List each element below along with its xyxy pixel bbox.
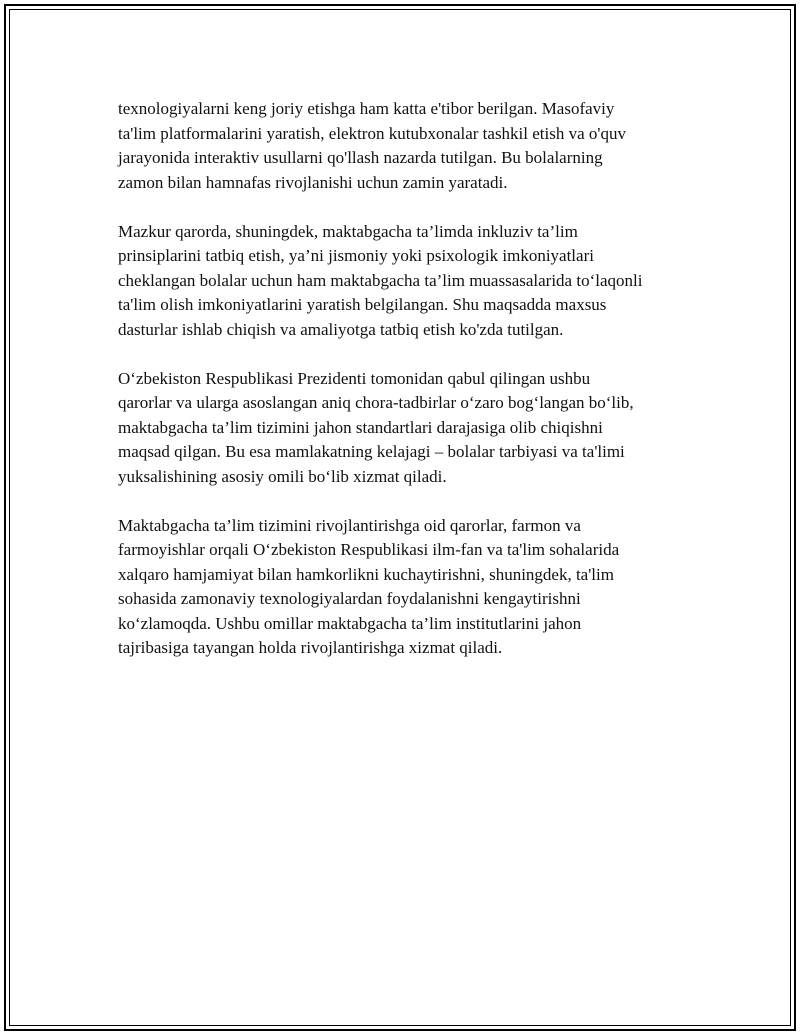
- document-page: [4, 4, 796, 1031]
- document-body: [118, 97, 708, 685]
- paragraph-1: texnologiyalarni keng joriy etishga ham katta e'tibor berilgan. Masofaviy ta'lim platformalarini yaratish, elektron kutubxonalar tashkil etish va o'quv jarayonida interaktiv usullarni qo'llash nazarda tutilgan. Bu bolalarning zamon bilan hamnafas rivojlanishi uchun zamin yaratadi.: [118, 99, 626, 192]
- paragraph-2: Mazkur qarorda, shuningdek, maktabgacha ta’limda inkluziv ta’lim prinsiplarini tatbiq etish, ya’ni jismoniy yoki psixologik imkoniyatlari cheklangan bolalar uchun ham maktabgacha ta’lim muassasalarida to‘laqonli ta'lim olish imkoniyatlarini yaratish belgilangan. Shu maqsadda maxsus dasturlar ishlab chiqish va amaliyotga tatbiq etish ko'zda tutilgan.: [118, 221, 643, 339]
- paragraph-3: O‘zbekiston Respublikasi Prezidenti tomonidan qabul qilingan ushbu qarorlar va ularga asoslangan aniq chora-tadbirlar o‘zaro bog‘langan bo‘lib, maktabgacha ta’lim tizimini jahon standartlari darajasiga olib chiqishni maqsad qilgan. Bu esa mamlakatning kelajagi – bolalar tarbiyasi va ta'limi yuksalishining asosiy omili bo‘lib xizmat qiladi.: [118, 368, 634, 486]
- paragraph-4: Maktabgacha ta’lim tizimini rivojlantirishga oid qarorlar, farmon va farmoyishlar orqali O‘zbekiston Respublikasi ilm-fan va ta'lim sohalarida xalqaro hamjamiyat bilan hamkorlikni kuchaytirishni, shuningdek, ta'lim sohasida zamonaviy texnologiyalardan foydalanishni kengaytirishni ko‘zlamoqda. Ushbu omillar maktabgacha ta’lim institutlarini jahon tajribasiga tayangan holda rivojlantirishga xizmat qiladi.: [118, 515, 620, 657]
